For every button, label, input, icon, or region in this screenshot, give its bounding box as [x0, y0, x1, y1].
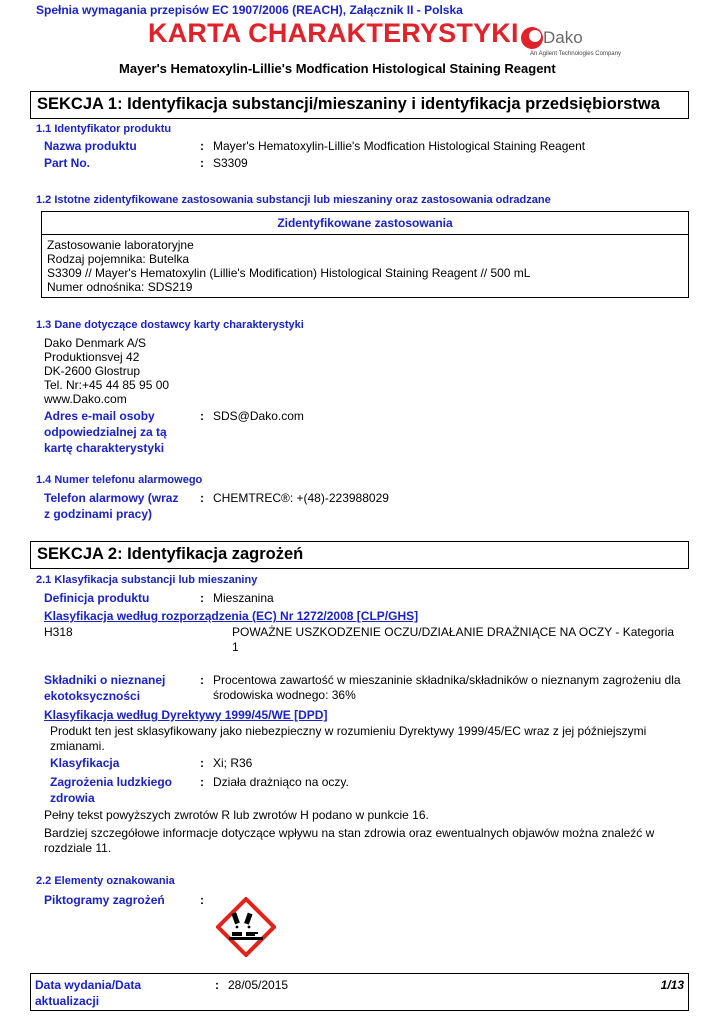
unknown-ecotox-label: ekotoksyczności — [44, 689, 141, 703]
product-definition-value: Mieszanina — [213, 591, 274, 605]
h-code: H318 — [44, 625, 73, 639]
uses-table-divider — [42, 234, 688, 235]
note-health-details: rozdziale 11. — [44, 841, 112, 855]
section-2-heading-box — [30, 541, 689, 569]
uses-table-header: Zidentyfikowane zastosowania — [277, 216, 453, 230]
section-2-heading: SEKCJA 2: Identyfikacja zagrożeń — [37, 545, 304, 563]
dako-logo-icon — [519, 25, 545, 51]
colon: : — [200, 591, 204, 605]
email-label: kartę charakterystyki — [44, 441, 165, 455]
product-name-value: Mayer's Hematoxylin-Lillie's Modfication Histological Staining Reagent — [213, 139, 586, 153]
issue-date-value: 28/05/2015 — [228, 978, 289, 992]
unknown-ecotox-label: Składniki o nieznanej — [44, 673, 166, 687]
product-definition-label: Definicja produktu — [44, 591, 150, 605]
health-hazard-label: zdrowia — [50, 791, 95, 805]
product-subtitle: Mayer's Hematoxylin-Lillie's Modfication Histological Staining Reagent — [119, 61, 556, 76]
email-label: odpowiedzialnej za tą — [44, 425, 167, 439]
dpd-text: Produkt ten jest sklasyfikowany jako niebezpieczny w rozumieniu Dyrektywy 1999/45/EC wraz z jej późniejszymi — [50, 724, 647, 738]
dako-logo-text: Dako — [543, 28, 583, 47]
colon: : — [200, 156, 204, 170]
uses-line: S3309 // Mayer's Hematoxylin (Lillie's Modification) Histological Staining Reagent // 500 mL — [47, 266, 531, 280]
product-name-label: Nazwa produktu — [44, 139, 137, 153]
health-hazard-value: Działa drażniąco na oczy. — [213, 775, 349, 789]
health-hazard-label: Zagrożenia ludzkiego — [50, 775, 173, 789]
subsection-1-4-heading: 1.4 Numer telefonu alarmowego — [36, 474, 203, 486]
uses-line: Zastosowanie laboratoryjne — [47, 238, 194, 252]
unknown-ecotox-value: Procentowa zawartość w mieszaninie składnika/składników o nieznanym zagrożeniu dla — [213, 673, 681, 687]
note-r-h-phrases: Pełny tekst powyższych zwrotów R lub zwrotów H podano w punkcie 16. — [44, 808, 429, 822]
colon: : — [200, 409, 204, 423]
colon: : — [200, 775, 204, 789]
page-number: 1/13 — [660, 978, 684, 992]
clp-heading: Klasyfikacja według rozporządzenia (EC) Nr 1272/2008 [CLP/GHS] — [44, 609, 419, 623]
colon: : — [200, 756, 204, 770]
emergency-phone-value: CHEMTREC®: +(48)-223988029 — [213, 491, 389, 505]
issue-date-label: Data wydania/Data — [35, 978, 142, 992]
email-label: Adres e-mail osoby — [44, 409, 155, 423]
classification-value: Xi; R36 — [213, 756, 253, 770]
subsection-2-2-heading: 2.2 Elementy oznakowania — [36, 875, 175, 887]
dpd-heading: Klasyfikacja według Dyrektywy 1999/45/WE [DPD] — [44, 708, 328, 722]
h-statement: POWAŻNE USZKODZENIE OCZU/DZIAŁANIE DRAŻNIĄCE NA OCZY - Kategoria — [232, 625, 675, 639]
section-1-heading-box — [30, 91, 689, 119]
colon: : — [200, 673, 204, 687]
subsection-2-1-heading: 2.1 Klasyfikacja substancji lub mieszaniny — [36, 574, 258, 586]
subsection-1-3-heading: 1.3 Dane dotyczące dostawcy karty charakterystyki — [36, 319, 304, 331]
subsection-1-1-heading: 1.1 Identyfikator produktu — [36, 123, 172, 135]
supplier-address-line: DK-2600 Glostrup — [44, 364, 141, 378]
subsection-1-2-heading: 1.2 Istotne zidentyfikowane zastosowania substancji lub mieszaniny oraz zastosowania odradzane — [36, 194, 551, 206]
supplier-address-line: Produktionsvej 42 — [44, 350, 140, 364]
colon: : — [200, 139, 204, 153]
regulation-line: Spełnia wymagania przepisów EC 1907/2006 (REACH), Załącznik II - Polska — [36, 3, 463, 17]
classification-label: Klasyfikacja — [50, 756, 120, 770]
colon: : — [215, 978, 219, 992]
dako-logo — [519, 22, 639, 62]
supplier-website[interactable]: www.Dako.com — [44, 392, 127, 406]
section-1-heading: SEKCJA 1: Identyfikacja substancji/mieszaniny i identyfikacja przedsiębiorstwa — [37, 95, 660, 113]
emergency-phone-label: Telefon alarmowy (wraz — [44, 491, 179, 505]
note-health-details: Bardziej szczegółowe informacje dotyczące wpływu na stan zdrowia oraz ewentualnych objawów można znaleźć w — [44, 826, 655, 840]
ghs05-corrosion-icon — [216, 897, 276, 957]
colon: : — [200, 491, 204, 505]
supplier-address-line: Dako Denmark A/S — [44, 336, 147, 350]
unknown-ecotox-value: środowiska wodnego: 36% — [213, 688, 356, 702]
h-statement: 1 — [232, 640, 239, 654]
email-value[interactable]: SDS@Dako.com — [213, 409, 304, 423]
footer-box — [30, 973, 689, 1011]
supplier-address-line: Tel. Nr:+45 44 85 95 00 — [44, 378, 170, 392]
uses-line: Rodzaj pojemnika: Butelka — [47, 252, 190, 266]
part-no-label: Part No. — [44, 156, 91, 170]
dako-logo-tagline: An Agilent Technologies Company — [530, 51, 621, 57]
uses-table — [41, 211, 689, 298]
pictograms-label: Piktogramy zagrożeń — [44, 893, 165, 907]
colon: : — [200, 893, 204, 907]
dpd-text: zmianami. — [50, 739, 105, 753]
emergency-phone-label: z godzinami pracy) — [44, 507, 153, 521]
part-no-value: S3309 — [213, 156, 248, 170]
document-title: KARTA CHARAKTERYSTYKI — [148, 18, 519, 48]
uses-line: Numer odnośnika: SDS219 — [47, 280, 193, 294]
issue-date-label: aktualizacji — [35, 994, 100, 1008]
